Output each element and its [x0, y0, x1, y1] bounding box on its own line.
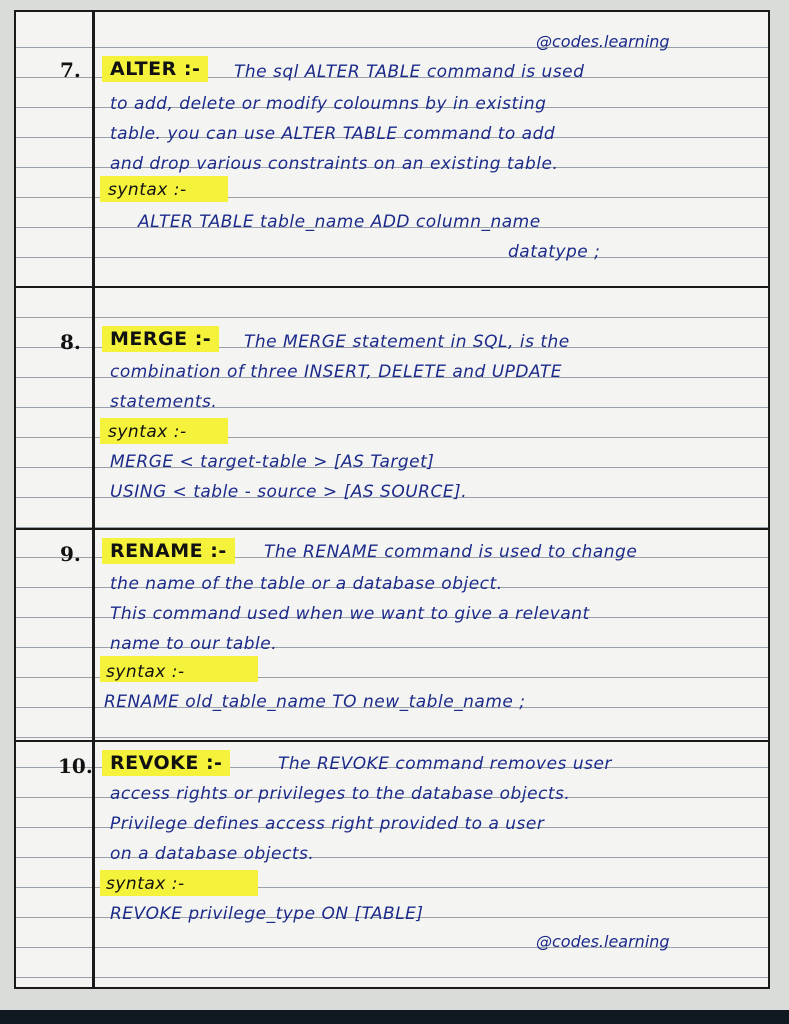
margin-line	[92, 12, 95, 987]
section-line: combination of three INSERT, DELETE and UPDATE	[110, 362, 563, 382]
syntax-line: REVOKE privilege_type ON [TABLE]	[110, 904, 424, 924]
section-term: RENAME :-	[102, 538, 235, 564]
syntax-label: syntax :-	[106, 662, 185, 682]
section-line: name to our table.	[110, 634, 278, 654]
section-line: Privilege defines access right provided to a user	[110, 814, 545, 834]
section-divider	[16, 286, 768, 288]
syntax-line: USING < table - source > [AS SOURCE].	[110, 482, 468, 502]
section-term: ALTER :-	[102, 56, 208, 82]
section-line: the name of the table or a database object.	[110, 574, 503, 594]
section-line: access rights or privileges to the database objects.	[110, 784, 571, 804]
section-line: table. you can use ALTER TABLE command to add	[110, 124, 556, 144]
syntax-line: ALTER TABLE table_name ADD column_name	[138, 212, 541, 232]
syntax-line: MERGE < target-table > [AS Target]	[110, 452, 435, 472]
section-number: 7.	[60, 58, 81, 82]
syntax-line: RENAME old_table_name TO new_table_name ;	[104, 692, 526, 712]
section-number: 8.	[60, 330, 81, 354]
section-divider	[16, 740, 768, 742]
section-line: on a database objects.	[110, 844, 315, 864]
section-line: The MERGE statement in SQL, is the	[244, 332, 570, 352]
section-term: REVOKE :-	[102, 750, 230, 776]
section-divider	[16, 528, 768, 530]
syntax-line: datatype ;	[508, 242, 601, 262]
section-line: The REVOKE command removes user	[278, 754, 612, 774]
notebook-page	[14, 10, 770, 989]
section-line: statements.	[110, 392, 218, 412]
syntax-label: syntax :-	[108, 180, 187, 200]
section-line: The sql ALTER TABLE command is used	[234, 62, 585, 82]
watermark-bottom: @codes.learning	[536, 932, 670, 951]
section-line: This command used when we want to give a relevant	[110, 604, 590, 624]
bottom-dark-strip	[0, 1010, 789, 1024]
syntax-label: syntax :-	[108, 422, 187, 442]
section-line: The RENAME command is used to change	[264, 542, 638, 562]
section-number: 10.	[58, 754, 93, 778]
syntax-label: syntax :-	[106, 874, 185, 894]
section-term: MERGE :-	[102, 326, 219, 352]
section-line: to add, delete or modify coloumns by in existing	[110, 94, 547, 114]
watermark-top: @codes.learning	[536, 32, 670, 51]
section-number: 9.	[60, 542, 81, 566]
section-line: and drop various constraints on an existing table.	[110, 154, 559, 174]
